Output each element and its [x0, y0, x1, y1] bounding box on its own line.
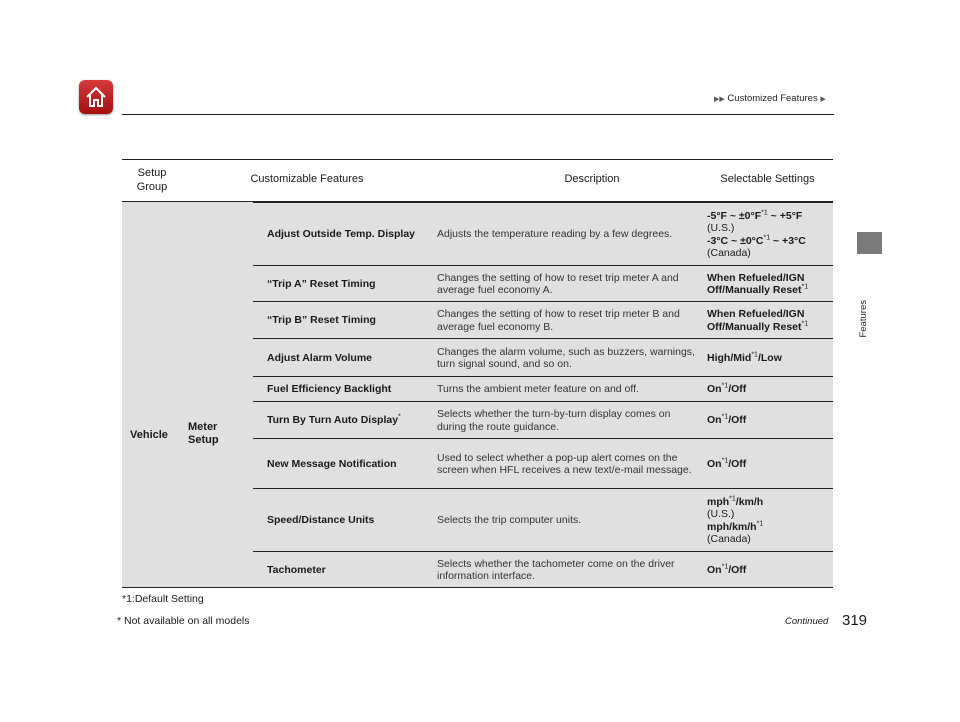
- home-icon: [84, 85, 108, 109]
- feature-cell: Speed/Distance Units: [267, 514, 375, 527]
- settings-cell: When Refueled/IGN Off/Manually Reset$^{*1}$: [707, 308, 809, 333]
- page-number: 319: [842, 612, 868, 629]
- description-cell: Selects whether the turn-by-turn display comes on during the route guidance.: [437, 408, 671, 433]
- col-selectable-settings: Selectable Settings: [720, 173, 815, 185]
- group-label: Vehicle: [130, 429, 168, 441]
- table-row: [253, 338, 833, 377]
- table-row: [253, 551, 833, 588]
- settings-cell: When Refueled/IGN Off/Manually Reset$^{*1}$: [707, 271, 809, 296]
- group-cell: [122, 202, 253, 587]
- description-cell: Adjusts the temperature reading by a few degrees.: [437, 228, 673, 241]
- feature-cell: Turn By Turn Auto Display*: [267, 413, 401, 427]
- description-cell: Selects the trip computer units.: [437, 514, 582, 527]
- table-row: [253, 376, 833, 402]
- settings-cell: On$^{*1}$/Off: [707, 382, 747, 396]
- col-description: Description: [564, 173, 620, 185]
- settings-cell: High/Mid$^{*1}$/Low: [707, 351, 782, 364]
- home-button[interactable]: [79, 80, 113, 114]
- col-setup-group: Setup Group: [136, 167, 168, 193]
- settings-cell: -5°F ~ $\pm 0^\circ F^{*1}$ ~ +5°F (U.S.) -3°C ~ $\pm 0^\circ C^{*1}$ ~ +3°C (Canada): [707, 209, 806, 259]
- breadcrumb-arrow-icon: ▶: [820, 96, 826, 103]
- subgroup-label: Meter Setup: [188, 421, 219, 446]
- description-cell: Turns the ambient meter feature on and off.: [437, 383, 639, 396]
- feature-cell: Fuel Efficiency Backlight: [267, 383, 392, 396]
- settings-cell: On$^{*1}$/Off: [707, 457, 747, 470]
- table-row: [253, 301, 833, 339]
- col-customizable-features: Customizable Features: [250, 173, 364, 185]
- breadcrumb[interactable]: [714, 93, 826, 104]
- default-setting-note: *1:Default Setting: [122, 593, 204, 605]
- feature-cell: Adjust Outside Temp. Display: [267, 228, 415, 241]
- breadcrumb-label: Customized Features: [727, 93, 818, 104]
- feature-cell: “Trip A” Reset Timing: [267, 277, 376, 290]
- settings-cell: On$^{*1}$/Off: [707, 413, 747, 427]
- continued-label: Continued: [785, 616, 829, 627]
- table-row: [253, 438, 833, 489]
- availability-note: * Not available on all models: [117, 615, 250, 627]
- header-rule: [122, 114, 834, 115]
- description-cell: Used to select whether a pop-up alert comes on the screen when HFL receives a new text/e-mail message.: [437, 451, 692, 476]
- description-cell: Changes the setting of how to reset trip meter B and average fuel economy B.: [437, 308, 680, 333]
- description-cell: Selects whether the tachometer come on the driver information interface.: [437, 557, 675, 582]
- table-header: [122, 159, 833, 202]
- table-row: [253, 488, 833, 552]
- section-tab[interactable]: [857, 232, 882, 254]
- feature-cell: New Message Notification: [267, 457, 397, 470]
- description-cell: Changes the setting of how to reset trip meter A and average fuel economy A.: [437, 271, 679, 296]
- settings-table: [122, 159, 833, 588]
- table-row: [253, 401, 833, 439]
- section-label: Features: [858, 300, 869, 338]
- description-cell: Changes the alarm volume, such as buzzers, warnings, turn signal sound, and so on.: [437, 345, 695, 370]
- settings-cell: On$^{*1}$/Off: [707, 563, 747, 576]
- table-body: [122, 202, 833, 588]
- breadcrumb-arrow-icon: ▶▶: [714, 96, 725, 103]
- feature-cell: Tachometer: [267, 563, 326, 576]
- settings-cell: mph$^{*1}$/km/h (U.S.) mph/$km/h^{*1}$ (Canada): [707, 495, 764, 545]
- feature-cell: Adjust Alarm Volume: [267, 351, 373, 364]
- feature-cell: “Trip B” Reset Timing: [267, 314, 376, 327]
- table-row: [253, 265, 833, 302]
- table-row: [253, 202, 833, 266]
